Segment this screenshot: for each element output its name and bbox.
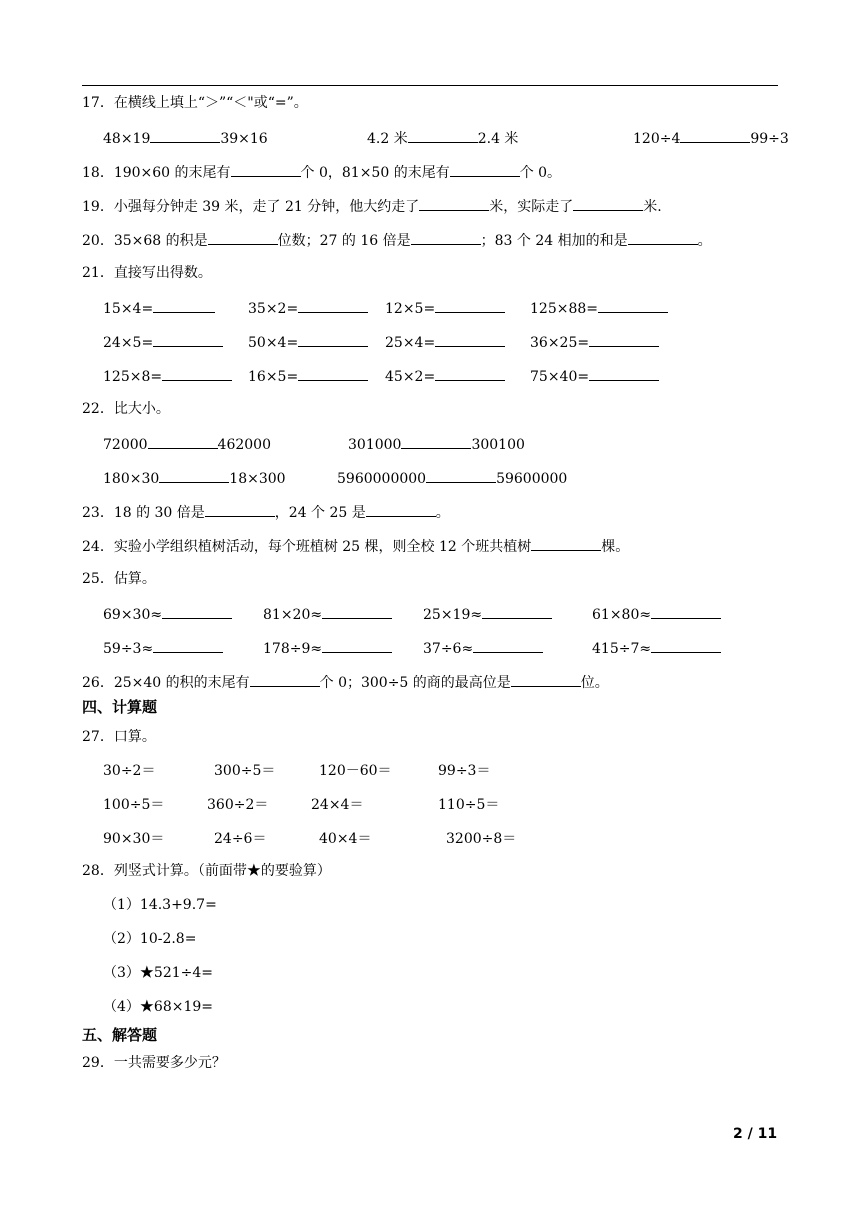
q25-item: 81×20≈ bbox=[263, 604, 392, 624]
q28-item: （3）★521÷4= bbox=[103, 965, 213, 981]
answer-blank[interactable] bbox=[298, 298, 368, 313]
q17-item-c: 120÷4 99÷3 bbox=[633, 128, 789, 148]
q17-item-b: 4.2 米 2.4 米 bbox=[367, 128, 518, 148]
answer-blank[interactable] bbox=[435, 298, 505, 313]
q26: 26．25×40 的积的末尾有 个 0；300÷5 的商的最高位是 位。 bbox=[82, 672, 609, 692]
q25-item: 59÷3≈ bbox=[103, 638, 223, 658]
header-rule bbox=[82, 85, 778, 86]
answer-blank[interactable] bbox=[231, 162, 301, 177]
q21-item: 24×5= bbox=[103, 332, 223, 352]
answer-blank[interactable] bbox=[435, 332, 505, 347]
answer-blank[interactable] bbox=[573, 196, 643, 211]
q23: 23．18 的 30 倍是 ，24 个 25 是 。 bbox=[82, 502, 450, 522]
q22-item: 72000 462000 bbox=[103, 434, 271, 454]
q21-item: 25×4= bbox=[385, 332, 505, 352]
answer-blank[interactable] bbox=[153, 332, 223, 347]
q21-item: 12×5= bbox=[385, 298, 505, 318]
answer-blank[interactable] bbox=[162, 366, 232, 381]
q29-prompt: 29．一共需要多少元？ bbox=[82, 1055, 226, 1071]
q21-item: 16×5= bbox=[248, 366, 368, 386]
answer-blank[interactable] bbox=[628, 230, 698, 245]
answer-blank[interactable] bbox=[589, 366, 659, 381]
section-heading-solve: 五、解答题 bbox=[82, 1026, 158, 1044]
q22-prompt: 22．比大小。 bbox=[82, 401, 170, 417]
section-heading-calc: 四、计算题 bbox=[82, 698, 158, 716]
q27-item: 360÷2＝ bbox=[207, 797, 269, 813]
q25-item: 69×30≈ bbox=[103, 604, 232, 624]
answer-blank[interactable] bbox=[482, 604, 552, 619]
answer-blank[interactable] bbox=[150, 128, 220, 143]
q21-item: 75×40= bbox=[530, 366, 659, 386]
q27-prompt: 27．口算。 bbox=[82, 729, 156, 745]
q21-item: 45×2= bbox=[385, 366, 505, 386]
answer-blank[interactable] bbox=[366, 502, 436, 517]
answer-blank[interactable] bbox=[401, 434, 471, 449]
answer-blank[interactable] bbox=[419, 196, 489, 211]
q25-item: 25×19≈ bbox=[423, 604, 552, 624]
answer-blank[interactable] bbox=[205, 502, 275, 517]
answer-blank[interactable] bbox=[450, 162, 520, 177]
q19: 19．小强每分钟走 39 米，走了 21 分钟，他大约走了 米，实际走了 米. bbox=[82, 196, 662, 216]
answer-blank[interactable] bbox=[250, 672, 320, 687]
q22-item: 301000 300100 bbox=[348, 434, 525, 454]
q25-prompt: 25．估算。 bbox=[82, 571, 156, 587]
q17-prompt: 17．在横线上填上“＞”“＜"或“=”。 bbox=[82, 95, 308, 111]
answer-blank[interactable] bbox=[322, 638, 392, 653]
q18: 18．190×60 的末尾有 个 0，81×50 的末尾有 个 0。 bbox=[82, 162, 561, 182]
answer-blank[interactable] bbox=[598, 298, 668, 313]
answer-blank[interactable] bbox=[298, 332, 368, 347]
q21-item: 125×88= bbox=[530, 298, 668, 318]
q28-item: （4）★68×19= bbox=[103, 999, 213, 1015]
answer-blank[interactable] bbox=[651, 604, 721, 619]
q27-item: 30÷2＝ bbox=[103, 763, 156, 779]
q17-item-a: 48×19 39×16 bbox=[103, 128, 268, 148]
q21-item: 36×25= bbox=[530, 332, 659, 352]
answer-blank[interactable] bbox=[680, 128, 750, 143]
answer-blank[interactable] bbox=[208, 230, 278, 245]
q22-item: 5960000000 59600000 bbox=[337, 468, 567, 488]
answer-blank[interactable] bbox=[511, 672, 581, 687]
answer-blank[interactable] bbox=[408, 128, 478, 143]
answer-blank[interactable] bbox=[322, 604, 392, 619]
q28-item: （2）10-2.8= bbox=[103, 931, 197, 947]
q21-prompt: 21．直接写出得数。 bbox=[82, 265, 212, 281]
q27-item: 3200÷8＝ bbox=[446, 831, 517, 847]
answer-blank[interactable] bbox=[298, 366, 368, 381]
q25-item: 37÷6≈ bbox=[423, 638, 543, 658]
q27-item: 100÷5＝ bbox=[103, 797, 165, 813]
q27-item: 24÷6＝ bbox=[214, 831, 267, 847]
q28-item: （1）14.3+9.7= bbox=[103, 897, 217, 913]
answer-blank[interactable] bbox=[153, 638, 223, 653]
answer-blank[interactable] bbox=[531, 536, 601, 551]
q27-item: 110÷5＝ bbox=[438, 797, 500, 813]
q20: 20．35×68 的积是 位数；27 的 16 倍是 ；83 个 24 相加的和是 。 bbox=[82, 230, 712, 250]
answer-blank[interactable] bbox=[159, 468, 229, 483]
q25-item: 415÷7≈ bbox=[592, 638, 721, 658]
answer-blank[interactable] bbox=[411, 230, 481, 245]
answer-blank[interactable] bbox=[426, 468, 496, 483]
q27-item: 99÷3＝ bbox=[438, 763, 491, 779]
q27-item: 24×4＝ bbox=[311, 797, 364, 813]
q27-item: 40×4＝ bbox=[319, 831, 372, 847]
q27-item: 120－60＝ bbox=[319, 763, 392, 779]
answer-blank[interactable] bbox=[473, 638, 543, 653]
answer-blank[interactable] bbox=[162, 604, 232, 619]
q21-item: 50×4= bbox=[248, 332, 368, 352]
answer-blank[interactable] bbox=[153, 298, 215, 313]
q25-item: 178÷9≈ bbox=[263, 638, 392, 658]
q24: 24．实验小学组织植树活动，每个班植树 25 棵，则全校 12 个班共植树 棵。 bbox=[82, 536, 629, 556]
answer-blank[interactable] bbox=[148, 434, 218, 449]
q21-item: 35×2= bbox=[248, 298, 368, 318]
q25-item: 61×80≈ bbox=[592, 604, 721, 624]
q28-prompt: 28．列竖式计算。（前面带★的要验算） bbox=[82, 863, 331, 879]
page-number: 2 / 11 bbox=[733, 1126, 778, 1142]
q21-item: 15×4= bbox=[103, 298, 215, 318]
q27-item: 90×30＝ bbox=[103, 831, 165, 847]
q22-item: 180×30 18×300 bbox=[103, 468, 286, 488]
answer-blank[interactable] bbox=[651, 638, 721, 653]
q21-item: 125×8= bbox=[103, 366, 232, 386]
answer-blank[interactable] bbox=[435, 366, 505, 381]
q27-item: 300÷5＝ bbox=[214, 763, 276, 779]
answer-blank[interactable] bbox=[589, 332, 659, 347]
